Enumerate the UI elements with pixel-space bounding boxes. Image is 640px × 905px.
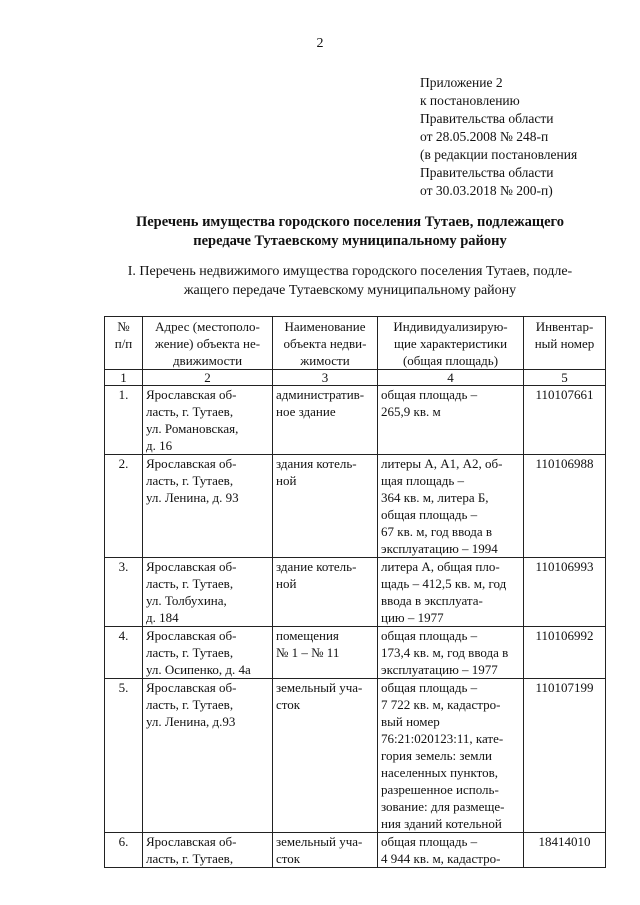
object-name-cell bbox=[273, 455, 378, 558]
cell-text-line: ласть, г. Тутаев, bbox=[146, 473, 234, 488]
row-number-cell: 6. bbox=[105, 833, 143, 868]
object-name-cell bbox=[273, 833, 378, 868]
section-title bbox=[60, 262, 640, 300]
cell-text-line: ное здание bbox=[276, 404, 336, 419]
inventory-number-cell: 110107199 bbox=[524, 679, 606, 833]
inventory-number-cell: 18414010 bbox=[524, 833, 606, 868]
cell-text-line: щая площадь – bbox=[381, 473, 465, 488]
characteristics-cell bbox=[378, 679, 524, 833]
cell-text-line: ласть, г. Тутаев, bbox=[146, 697, 234, 712]
document-title bbox=[60, 213, 640, 251]
cell-text-line: Ярославская об- bbox=[146, 628, 237, 643]
cell-text-line: 173,4 кв. м, год ввода в bbox=[381, 645, 509, 660]
appendix-line: от 30.03.2018 № 200-п) bbox=[420, 183, 553, 198]
cell-text-line: цию – 1977 bbox=[381, 610, 444, 625]
address-cell bbox=[143, 627, 273, 679]
cell-text-line: ласть, г. Тутаев, bbox=[146, 404, 234, 419]
section-title-line: жащего передаче Тутаевскому муниципальному району bbox=[183, 283, 517, 298]
inventory-number-cell: 110106993 bbox=[524, 558, 606, 627]
inventory-number-cell: 110106988 bbox=[524, 455, 606, 558]
cell-text-line: ной bbox=[276, 576, 297, 591]
inventory-number-cell: 110107661 bbox=[524, 386, 606, 455]
cell-text-line: ул. Осипенко, д. 4а bbox=[146, 662, 251, 677]
cell-text-line: земельный уча- bbox=[276, 680, 363, 695]
cell-text-line: объекта недви- bbox=[283, 336, 367, 351]
cell-text-line: № bbox=[117, 319, 130, 334]
table-row bbox=[105, 627, 606, 679]
cell-text-line: административ- bbox=[276, 387, 365, 402]
cell-text-line: гория земель: земли bbox=[381, 748, 492, 763]
object-name-cell bbox=[273, 679, 378, 833]
cell-text-line: общая площадь – bbox=[381, 628, 478, 643]
table-row bbox=[105, 833, 606, 868]
cell-text-line: сток bbox=[276, 697, 301, 712]
document-title-line: передаче Тутаевскому муниципальному району bbox=[193, 233, 507, 249]
page-number: 2 bbox=[316, 36, 324, 51]
appendix-line: Приложение 2 bbox=[420, 75, 503, 90]
column-number-cell: 2 bbox=[143, 370, 273, 386]
cell-text-line: литеры А, А1, А2, об- bbox=[381, 456, 503, 471]
column-number-cell: 3 bbox=[273, 370, 378, 386]
cell-text-line: общая площадь – bbox=[381, 680, 478, 695]
address-cell bbox=[143, 679, 273, 833]
cell-text-line: д. 184 bbox=[146, 610, 179, 625]
cell-text-line: ввода в эксплуата- bbox=[381, 593, 483, 608]
cell-text-line: здание котель- bbox=[276, 559, 357, 574]
cell-text-line: ул. Ленина, д.93 bbox=[146, 714, 236, 729]
cell-text-line: № 1 – № 11 bbox=[276, 645, 340, 660]
characteristics-cell bbox=[378, 558, 524, 627]
cell-text-line: 4 944 кв. м, кадастро- bbox=[381, 851, 501, 866]
cell-text-line: Ярославская об- bbox=[146, 680, 237, 695]
section-title-line: I. Перечень недвижимого имущества городского поселения Тутаев, подле- bbox=[127, 264, 573, 279]
table-row bbox=[105, 455, 606, 558]
cell-text-line: эксплуатацию – 1977 bbox=[381, 662, 498, 677]
row-number-cell: 3. bbox=[105, 558, 143, 627]
cell-text-line: 265,9 кв. м bbox=[381, 404, 441, 419]
header-characteristics bbox=[378, 317, 524, 370]
cell-text-line: 7 722 кв. м, кадастро- bbox=[381, 697, 501, 712]
characteristics-cell bbox=[378, 833, 524, 868]
column-number-cell: 5 bbox=[524, 370, 606, 386]
cell-text-line: ласть, г. Тутаев, bbox=[146, 851, 234, 866]
characteristics-cell bbox=[378, 455, 524, 558]
table-body bbox=[105, 386, 606, 868]
row-number-cell: 5. bbox=[105, 679, 143, 833]
appendix-line: к постановлению bbox=[420, 93, 520, 108]
cell-text-line: населенных пунктов, bbox=[381, 765, 499, 780]
cell-text-line: Ярославская об- bbox=[146, 387, 237, 402]
table-header-row bbox=[105, 317, 606, 370]
cell-text-line: ул. Романовская, bbox=[146, 421, 239, 436]
address-cell bbox=[143, 558, 273, 627]
cell-text-line: ул. Толбухина, bbox=[146, 593, 227, 608]
row-number-cell: 1. bbox=[105, 386, 143, 455]
cell-text-line: литера А, общая пло- bbox=[381, 559, 500, 574]
appendix-line: от 28.05.2008 № 248-п bbox=[420, 129, 549, 144]
table-column-number-row bbox=[105, 370, 606, 386]
cell-text-line: д. 16 bbox=[146, 438, 173, 453]
cell-text-line: движимости bbox=[172, 353, 243, 368]
row-number-cell: 4. bbox=[105, 627, 143, 679]
cell-text-line: жимости bbox=[300, 353, 350, 368]
cell-text-line: общая площадь – bbox=[381, 834, 478, 849]
table-row bbox=[105, 679, 606, 833]
cell-text-line: разрешенное исполь- bbox=[381, 782, 499, 797]
header-address bbox=[143, 317, 273, 370]
object-name-cell bbox=[273, 386, 378, 455]
cell-text-line: сток bbox=[276, 851, 301, 866]
document-title-line: Перечень имущества городского поселения Тутаев, подлежащего bbox=[135, 214, 565, 230]
cell-text-line: помещения bbox=[276, 628, 339, 643]
cell-text-line: Адрес (местополо- bbox=[155, 319, 260, 334]
cell-text-line: ласть, г. Тутаев, bbox=[146, 645, 234, 660]
column-number-cell: 4 bbox=[378, 370, 524, 386]
cell-text-line: вый номер bbox=[381, 714, 440, 729]
cell-text-line: Инвентар- bbox=[535, 319, 594, 334]
column-number-cell: 1 bbox=[105, 370, 143, 386]
cell-text-line: эксплуатацию – 1994 bbox=[381, 541, 498, 556]
inventory-number-cell: 110106992 bbox=[524, 627, 606, 679]
table-row bbox=[105, 558, 606, 627]
cell-text-line: (общая площадь) bbox=[402, 353, 499, 368]
cell-text-line: Ярославская об- bbox=[146, 456, 237, 471]
cell-text-line: ния зданий котельной bbox=[381, 816, 502, 831]
cell-text-line: общая площадь – bbox=[381, 507, 478, 522]
cell-text-line: щие характеристики bbox=[393, 336, 508, 351]
cell-text-line: зование: для размеще- bbox=[381, 799, 505, 814]
cell-text-line: общая площадь – bbox=[381, 387, 478, 402]
cell-text-line: 67 кв. м, год ввода в bbox=[381, 524, 493, 539]
appendix-line: (в редакции постановления bbox=[420, 147, 578, 162]
cell-text-line: ный номер bbox=[534, 336, 595, 351]
header-number bbox=[105, 317, 143, 370]
header-name bbox=[273, 317, 378, 370]
cell-text-line: щадь – 412,5 кв. м, год bbox=[381, 576, 507, 591]
cell-text-line: ласть, г. Тутаев, bbox=[146, 576, 234, 591]
object-name-cell bbox=[273, 558, 378, 627]
characteristics-cell bbox=[378, 627, 524, 679]
appendix-line: Правительства области bbox=[420, 111, 554, 126]
cell-text-line: 76:21:020123:11, кате- bbox=[381, 731, 504, 746]
address-cell bbox=[143, 386, 273, 455]
cell-text-line: ул. Ленина, д. 93 bbox=[146, 490, 239, 505]
cell-text-line: Ярославская об- bbox=[146, 834, 237, 849]
cell-text-line: Наименование bbox=[284, 319, 366, 334]
header-inventory-number bbox=[524, 317, 606, 370]
cell-text-line: Индивидуализирую- bbox=[393, 319, 508, 334]
address-cell bbox=[143, 833, 273, 868]
appendix-line: Правительства области bbox=[420, 165, 554, 180]
cell-text-line: здания котель- bbox=[276, 456, 357, 471]
row-number-cell: 2. bbox=[105, 455, 143, 558]
cell-text-line: жение) объекта не- bbox=[154, 336, 261, 351]
cell-text-line: 364 кв. м, литера Б, bbox=[381, 490, 489, 505]
cell-text-line: п/п bbox=[114, 336, 133, 351]
cell-text-line: земельный уча- bbox=[276, 834, 363, 849]
object-name-cell bbox=[273, 627, 378, 679]
cell-text-line: ной bbox=[276, 473, 297, 488]
address-cell bbox=[143, 455, 273, 558]
property-table bbox=[104, 316, 606, 868]
characteristics-cell bbox=[378, 386, 524, 455]
cell-text-line: Ярославская об- bbox=[146, 559, 237, 574]
table-row bbox=[105, 386, 606, 455]
appendix-block bbox=[420, 74, 630, 200]
